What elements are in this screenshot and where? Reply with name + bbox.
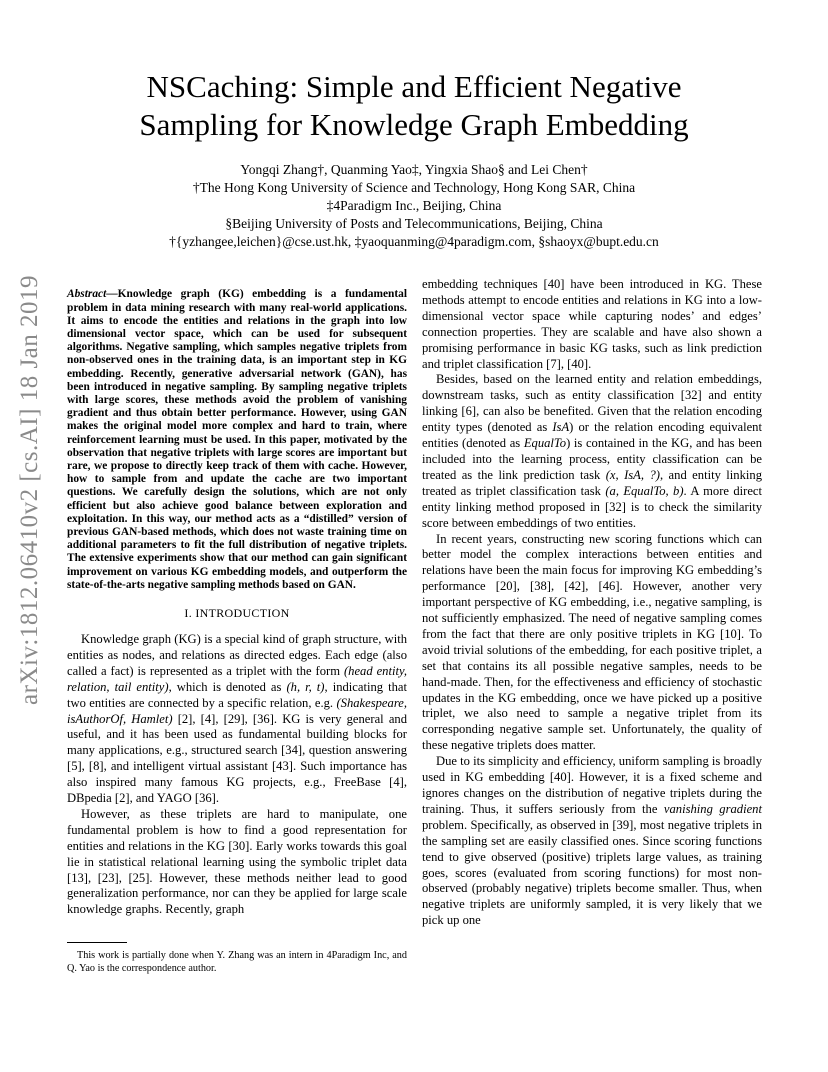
text-run: Due to its simplicity and efficiency, uniform sampling is broadly used in KG embedding [40]. However, it is a fixed scheme and ignores changes on the distribution of negative triplets during the training. Thus, it suffers seriously from the — [422, 754, 762, 816]
intro-paragraph-5: In recent years, constructing new scoring functions which can better model the complex interactions between entities and relations have been the main focus for improving KG embedding’s performance [20], [38], [42], [46]. However, another very important perspective of KG embedding, i.e., negative sampling, is not sufficiently emphasized. The need of negative sampling comes from the fact that there are only positive triplets in KG [10]. To avoid trivial solutions of the embedding, for each positive triplet, a set that contains its all possible negative samples, needs to be hand-made. Then, for the effectiveness and efficiency of stochastic updates in the KG embedding, once we have picked up a positive triplet, we also need to sample a negative triplet from its corresponding negative sample set. Unfortunately, the quality of these negative triplets does matter. — [422, 531, 762, 753]
affiliation-4paradigm: ‡4Paradigm Inc., Beijing, China — [326, 198, 502, 213]
emphasis-run: (Shakespeare, isAuthorOf, Hamlet) — [67, 695, 407, 726]
left-column — [67, 277, 407, 918]
intro-paragraph-3: embedding techniques [40] have been introduced in KG. These methods attempt to encode entities and relations in KG into a low-dimensional vector space while capturing nodes’ and edges’ connection properties. They are scalable and have also shown a promising performance in basic KG tasks, such as link prediction and triplet classification [7], [40]. — [422, 277, 762, 371]
paper-title — [60, 68, 768, 144]
author-block — [60, 161, 768, 251]
emphasis-run: (head entity, relation, tail entity) — [67, 663, 407, 694]
abstract-lead: Abstract — [67, 288, 107, 301]
footnote-rule — [67, 942, 127, 943]
arxiv-sidebar — [8, 274, 52, 706]
author-emails: †{yzhangee,leichen}@cse.ust.hk, ‡yaoquanming@4paradigm.com, §shaoyx@bupt.edu.cn — [169, 234, 659, 249]
intro-paragraph-1 — [67, 632, 407, 807]
math-run: (x, IsA, ?) — [605, 467, 660, 482]
emphasis-run: EqualTo — [523, 436, 567, 451]
math-run: (a, EqualTo, b) — [605, 483, 684, 498]
section-heading-introduction: I. INTRODUCTION — [184, 606, 290, 621]
intro-paragraph-6 — [422, 754, 762, 929]
text-run: [2], [4], [29], [36]. KG is very general and useful, and it has been used as fundamental building blocks for many applications, e.g., structured search [34], question answering [5], [8], and intelligent virtual assistant [43]. Such importance has also inspired many famous KG projects, e.g., FreeBase [4], DBpedia [2], and YAGO [36]. — [67, 711, 408, 806]
abstract — [67, 288, 407, 592]
affiliation-hkust: †The Hong Kong University of Science and Technology, Hong Kong SAR, China — [192, 180, 636, 195]
text-run: . A more direct entity linking method proposed in [32] is to check the similarity score between embeddings of two entities. — [422, 483, 763, 530]
text-run: , and entity linking treated as triplet classification task — [422, 467, 762, 498]
text-run: problem. Specifically, as observed in [39], most negative triplets in the sampling set are easily classified ones. Since scoring functions tend to give observed (positive) triplets large values, as training goes, scores (evaluated from scoring functions) for most non-observed (probably negative) triplets become smaller. Thus, when negative triplets are uniformly sampled, it is very likely that we pick up one — [422, 817, 762, 928]
intro-paragraph-4 — [422, 372, 762, 531]
text-run: ) or the relation encoding equivalent entities (denoted as — [422, 420, 762, 451]
footnote: This work is partially done when Y. Zhang was an intern in 4Paradigm Inc, and Q. Yao is the correspondence author. — [67, 950, 407, 974]
text-run: , indicating that two entities are connected by a specific relation, e.g. — [67, 679, 407, 710]
author-names: Yongqi Zhang†, Quanming Yao‡, Yingxia Shao§ and Lei Chen† — [240, 162, 588, 177]
intro-paragraph-2: However, as these triplets are hard to manipulate, one fundamental problem is how to find a good representation for entities and relations in the KG [30]. Early works towards this goal lie in statistical relational learning using the symbolic triplet data [13], [23], [25]. However, these methods neither lead to good generalization performance, nor can they be applied for large scale knowledge graphs. Recently, graph — [67, 806, 407, 917]
emphasis-run: vanishing gradient — [663, 801, 762, 816]
text-run: Besides, based on the learned entity and relation embeddings, downstream tasks, such as entity classification [32] and entity linking [6], can also be benefited. Given that the relation encoding entity types (denoted as — [422, 372, 762, 435]
math-run: (h, r, t) — [286, 679, 325, 694]
text-run: Knowledge graph (KG) is a special kind of graph structure, with entities as nodes, and relations as directed edges. Each edge (also called a fact) is represented as a triplet with the form — [67, 631, 407, 678]
title-line-1: NSCaching: Simple and Efficient Negative — [146, 69, 682, 104]
text-run: ) is contained in the KG, and has been included into the learning process, entity classification can be treated as the link prediction task — [422, 436, 762, 482]
right-column — [422, 277, 762, 929]
arxiv-identifier: arXiv:1812.06410v2 [cs.AI] 18 Jan 2019 — [16, 274, 43, 706]
affiliation-bupt: §Beijing University of Posts and Telecommunications, Beijing, China — [225, 216, 603, 231]
text-run: , which is denoted as — [168, 679, 287, 694]
emphasis-run: IsA — [552, 420, 570, 435]
title-line-2: Sampling for Knowledge Graph Embedding — [139, 107, 689, 142]
abstract-text: —Knowledge graph (KG) embedding is a fundamental problem in data mining research with many real-world applications. It aims to encode the entities and relations in the graph into low dimensional vector space, which can be used for subsequent algorithms. Negative sampling, which samples negative triplets from non-observed ones in the training data, is an important step in KG embedding. Recently, generative adversarial network (GAN), has been introduced in negative sampling. By sampling negative triplets with large scores, these methods avoid the problem of vanishing gradient and thus obtain better performance. However, using GAN makes the original model more complex and hard to train, where reinforcement learning must be used. In this paper, motivated by the observation that negative triplets with large scores are important but rare, we propose to directly keep track of them with cache. However, how to sample from and update the cache are two important questions. We carefully design the solutions, which are not only efficient but also achieve good balance between exploration and exploitation. In this way, our method acts as a “distilled” version of previous GAN-based methods, which does not waste training time on additional parameters to fit the full distribution of negative triplets. The extensive experiments show that our method can gain significant improvement on various KG embedding models, and outperform the state-of-the-arts negative sampling methods based on GAN. — [67, 288, 407, 591]
